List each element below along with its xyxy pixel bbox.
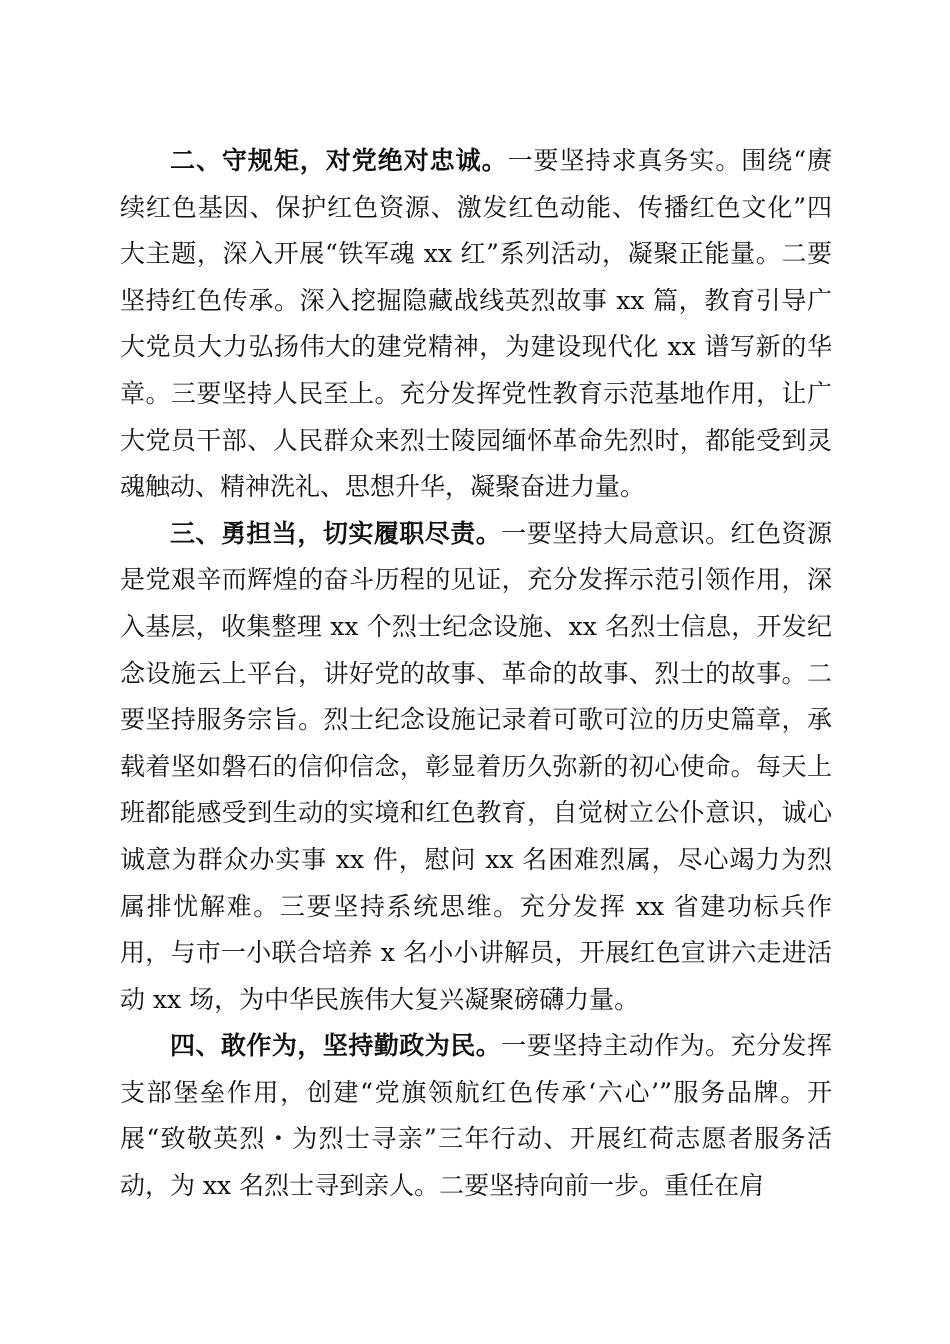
paragraph-3	[120, 511, 832, 1024]
paragraph-text-3: 一要坚持大局意识。红色资源是党艰辛而辉煌的奋斗历程的见证，充分发挥示范引领作用，深入基层，收集整理 xx 个烈士纪念设施、xx 名烈士信息，开发纪念设施云上平台，讲好党的故事、革命的故事、烈士的故事。二要坚持服务宗旨。烈士纪念设施记录着可歌可泣的历史篇章，承载着坚如磐石的信仰信念，彰显着历久弥新的初心使命。每天上班都能感受到生动的实境和红色教育，自觉树立公仆意识，诚心诚意为群众办实事 xx 件，慰问 xx 名困难烈属，尽心竭力为烈属排忧解难。三要坚持系统思维。充分发挥 xx 省建功标兵作用，与市一小联合培养 x 名小小讲解员，开展红色宣讲六走进活动 xx 场，为中华民族伟大复兴凝聚磅礴力量。	[120, 518, 832, 1014]
section-heading-4: 四、敢作为，坚持勤政为民。	[170, 1031, 502, 1061]
paragraph-text-4: 一要坚持主动作为。充分发挥支部堡垒作用，创建“党旗领航红色传承‘六心’”服务品牌。开展“致敬英烈・为烈士寻亲”三年行动、开展红荷志愿者服务活动，为 xx 名烈士寻到亲人。二要坚持向前一步。重任在肩	[120, 1031, 832, 1201]
paragraph-4	[120, 1023, 832, 1209]
paragraph-text-2: 一要坚持求真务实。围绕“赓续红色基因、保护红色资源、激发红色动能、传播红色文化”四大主题，深入开展“铁军魂 xx 红”系列活动，凝聚正能量。二要坚持红色传承。深入挖掘隐藏战线英烈故事 xx 篇，教育引导广大党员大力弘扬伟大的建党精神，为建设现代化 xx 谱写新的华章。三要坚持人民至上。充分发挥党性教育示范基地作用，让广大党员干部、人民群众来烈士陵园缅怀革命先烈时，都能受到灵魂触动、精神洗礼、思想升华，凝聚奋进力量。	[120, 146, 832, 502]
document-body	[120, 138, 832, 1210]
section-heading-2: 二、守规矩，对党绝对忠诚。	[170, 146, 508, 175]
paragraph-2	[120, 138, 832, 511]
section-heading-3: 三、勇担当，切实履职尽责。	[170, 518, 502, 548]
